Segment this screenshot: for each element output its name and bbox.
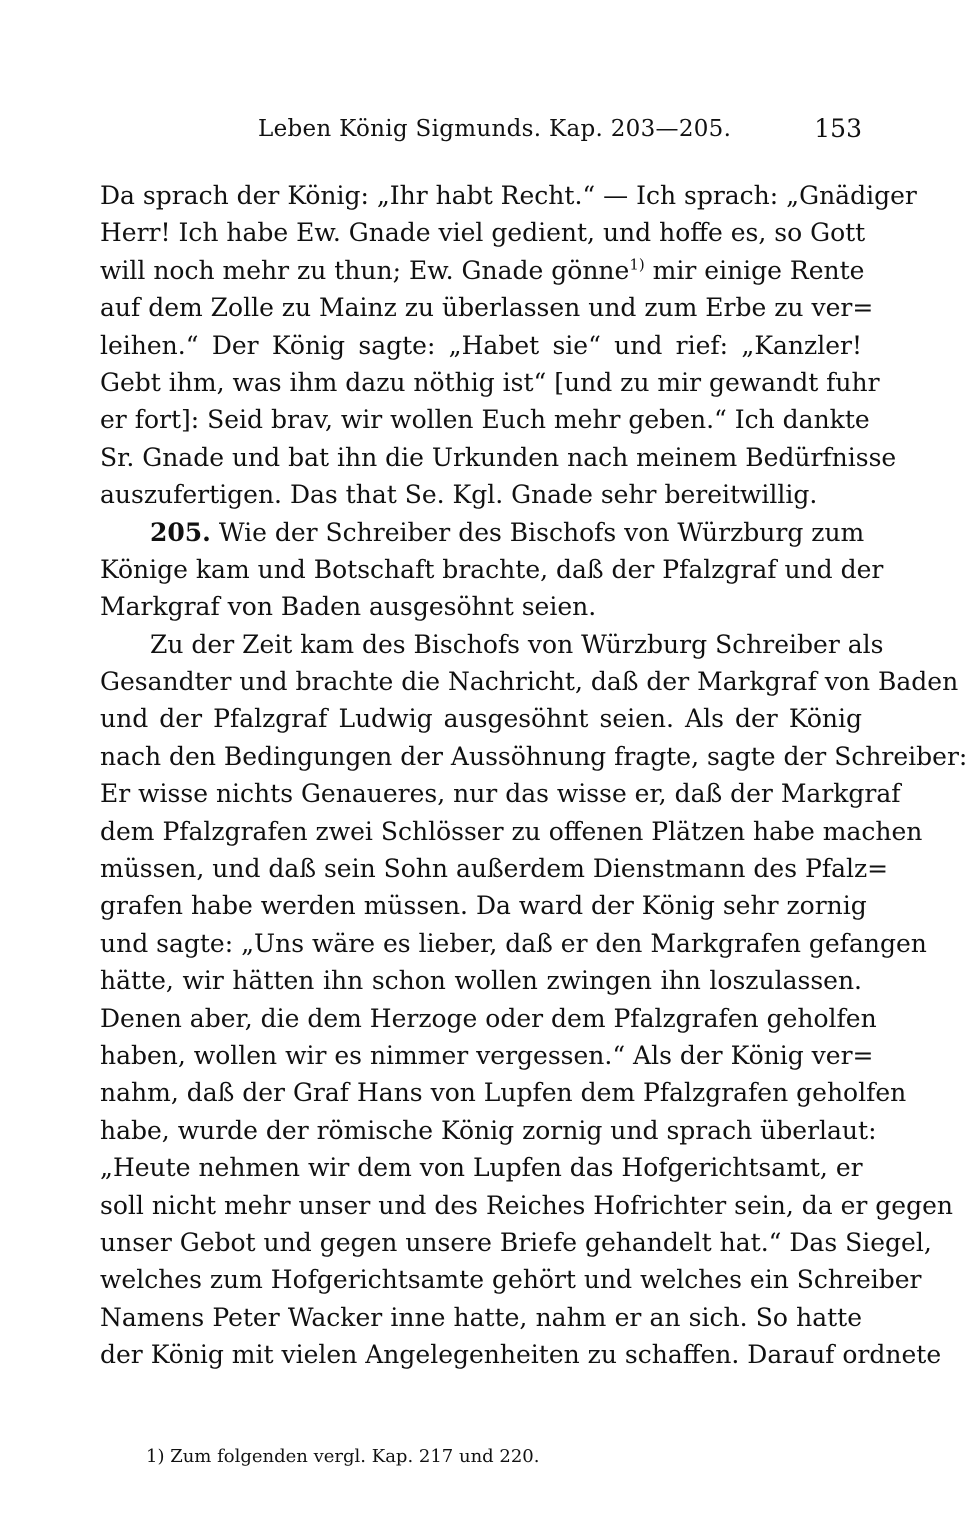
text-line: dem Pfalzgrafen zwei Schlösser zu offenen Plätzen habe machen: [100, 816, 923, 846]
text-line: Er wisse nichts Genaueres, nur das wisse er, daß der Markgraf: [100, 779, 901, 809]
text-line: und der Pfalzgraf Ludwig ausgesöhnt seien. Als der König: [100, 704, 862, 734]
text-line: der König mit vielen Angelegenheiten zu schaffen. Darauf ordnete: [100, 1340, 942, 1370]
text-line-end: mir einige Rente: [644, 255, 865, 285]
text-line: Sr. Gnade und bat ihn die Urkunden nach meinem Bedürfnisse: [100, 442, 897, 472]
page-header: [100, 112, 862, 152]
section-heading-line: Markgraf von Baden ausgesöhnt seien.: [100, 592, 597, 622]
text-line: Gebt ihm, was ihm dazu nöthig ist“ [und zu mir gewandt fuhr: [100, 367, 880, 397]
text-line: Denen aber, die dem Herzoge oder dem Pfalzgrafen geholfen: [100, 1003, 877, 1033]
text-line: welches zum Hofgerichtsamte gehört und welches ein Schreiber: [100, 1265, 922, 1295]
text-line-start: will noch mehr zu thun; Ew. Gnade gönne: [100, 255, 630, 285]
footnote-reference: 1): [629, 255, 645, 274]
text-line: er fort]: Seid brav, wir wollen Euch mehr geben.“ Ich dankte: [100, 405, 870, 435]
text-line: haben, wollen wir es nimmer vergessen.“ Als der König ver=: [100, 1040, 874, 1070]
text-line: Zu der Zeit kam des Bischofs von Würzburg Schreiber als: [150, 629, 884, 659]
text-line: „Heute nehmen wir dem von Lupfen das Hofgerichtsamt, er: [100, 1153, 863, 1183]
text-line: Da sprach der König: „Ihr habt Recht.“ — Ich sprach: „Gnädiger: [100, 181, 917, 210]
text-line: hätte, wir hätten ihn schon wollen zwingen ihn loszulassen.: [100, 966, 862, 996]
text-line: auf dem Zolle zu Mainz zu überlassen und zum Erbe zu ver=: [100, 293, 874, 323]
text-line: grafen habe werden müssen. Da ward der König sehr zornig: [100, 891, 867, 921]
section-heading-line: Könige kam und Botschaft brachte, daß der Pfalzgraf und der: [100, 554, 884, 584]
text-line: Herr! Ich habe Ew. Gnade viel gedient, und hoffe es, so Gott: [100, 218, 866, 248]
text-line: müssen, und daß sein Sohn außerdem Dienstmann des Pfalz=: [100, 854, 889, 884]
text-line: und sagte: „Uns wäre es lieber, daß er den Markgrafen gefangen: [100, 928, 927, 958]
text-line: soll nicht mehr unser und des Reiches Hofrichter sein, da er gegen: [100, 1190, 954, 1220]
text-line: habe, wurde der römische König zornig und sprach überlaut:: [100, 1115, 877, 1145]
text-line: leihen.“ Der König sagte: „Habet sie“ und rief: „Kanzler!: [100, 330, 862, 360]
body-text: [100, 177, 967, 1374]
section-heading-line: [100, 514, 865, 551]
running-head: Leben König Sigmunds. Kap. 203—205.: [258, 116, 732, 142]
text-line: unser Gebot und gegen unsere Briefe gehandelt hat.“ Das Siegel,: [100, 1227, 932, 1257]
text-line: [100, 252, 865, 289]
section-number: 205.: [150, 517, 211, 547]
text-line: Gesandter und brachte die Nachricht, daß der Markgraf von Baden: [100, 667, 959, 697]
text-line: auszufertigen. Das that Se. Kgl. Gnade sehr bereitwillig.: [100, 480, 818, 510]
footnote: 1) Zum folgenden vergl. Kap. 217 und 220.: [146, 1446, 540, 1467]
text-line: nach den Bedingungen der Aussöhnung fragte, sagte der Schreiber:: [100, 741, 967, 771]
text-line: nahm, daß der Graf Hans von Lupfen dem Pfalzgrafen geholfen: [100, 1078, 907, 1108]
text-line: Namens Peter Wacker inne hatte, nahm er an sich. So hatte: [100, 1302, 862, 1332]
page-number: 153: [814, 114, 862, 143]
section-heading-text: Wie der Schreiber des Bischofs von Würzburg zum: [218, 517, 865, 547]
